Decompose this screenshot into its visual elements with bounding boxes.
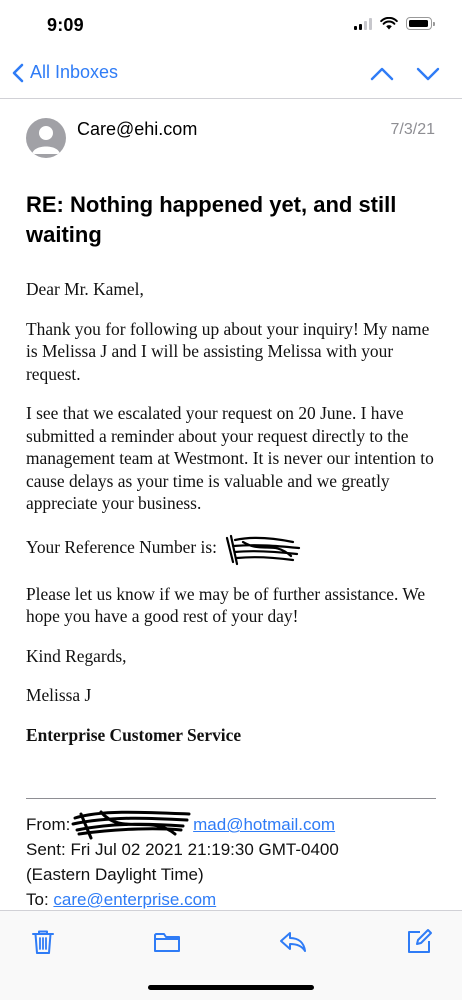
sent-label: Sent: [26, 840, 66, 859]
nav-divider [0, 98, 462, 99]
back-button[interactable] [12, 62, 118, 83]
previous-message-button[interactable] [370, 66, 394, 87]
redaction-scribble [71, 808, 193, 840]
body-paragraph-2: I see that we escalated your request on 20 June. I have submitted a reminder about your request directly to the management team at Westmont. It is never our intention to cause delays as your time is valuable and we greatly appreciate your business. [26, 403, 434, 513]
from-label: From: [26, 815, 71, 834]
quoted-sent-line [26, 837, 446, 862]
reference-label: Your Reference Number is: [26, 536, 217, 557]
wifi-icon [380, 17, 398, 30]
battery-icon [406, 17, 432, 30]
body-paragraph-3: Please let us know if we may be of further assistance. We hope you have a good rest of your day! [26, 583, 426, 626]
message-date: 7/3/21 [390, 121, 435, 138]
sent-timezone: (Eastern Daylight Time) [26, 865, 204, 884]
reply-icon [278, 927, 308, 957]
greeting: Dear Mr. Kamel, [26, 279, 144, 299]
chevron-left-icon [12, 63, 24, 83]
back-button-label: All Inboxes [30, 62, 119, 82]
cellular-signal-icon [354, 18, 372, 30]
status-icons [354, 17, 432, 30]
chevron-down-icon [416, 66, 440, 82]
quote-divider [26, 798, 436, 799]
signer-name: Melissa J [26, 685, 92, 705]
quoted-header [26, 812, 446, 912]
chevron-up-icon [370, 66, 394, 82]
from-address-link[interactable]: mad@hotmail.com [193, 815, 336, 834]
status-time: 9:09 [47, 15, 84, 35]
status-bar [0, 0, 462, 52]
move-to-folder-button[interactable] [152, 927, 182, 957]
compose-icon [404, 927, 434, 957]
to-label: To: [26, 890, 49, 909]
person-icon [26, 118, 66, 158]
sender-avatar[interactable] [26, 118, 66, 158]
to-address-link[interactable]: care@enterprise.com [53, 890, 217, 909]
next-message-button[interactable] [416, 66, 440, 87]
compose-button[interactable] [404, 927, 434, 957]
navigation-bar [0, 52, 462, 98]
reference-line [26, 532, 441, 566]
message-body [26, 278, 441, 763]
delete-button[interactable] [28, 927, 58, 957]
quoted-from-line [26, 812, 446, 837]
redaction-scribble [223, 532, 303, 566]
signature: Enterprise Customer Service [26, 724, 242, 745]
body-paragraph-1: Thank you for following up about your inquiry! My name is Melissa J and I will be assisting Melissa with your request. [26, 318, 430, 384]
sent-value: Fri Jul 02 2021 21:19:30 GMT-0400 [70, 840, 339, 859]
message-navigation [370, 66, 440, 87]
sender-name[interactable]: Care@ehi.com [77, 119, 198, 139]
closing: Kind Regards, [26, 645, 127, 666]
quoted-to-line [26, 887, 446, 912]
redacted-address [75, 816, 193, 836]
message-subject: RE: Nothing happened yet, and still waiting [26, 192, 397, 247]
reply-button[interactable] [278, 927, 308, 957]
trash-icon [28, 927, 58, 957]
folder-icon [152, 927, 182, 957]
home-indicator[interactable] [148, 985, 314, 990]
